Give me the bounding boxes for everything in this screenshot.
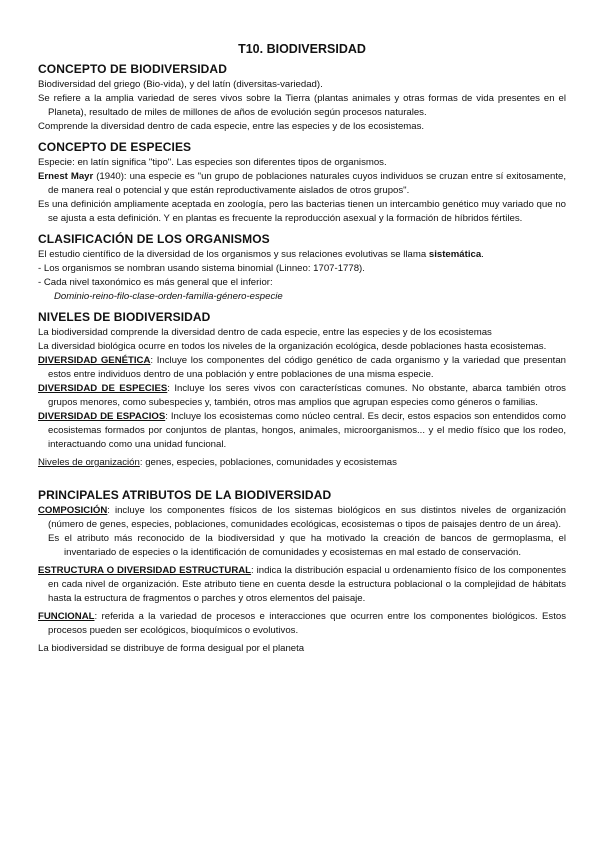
term-label: ESTRUCTURA O DIVERSIDAD ESTRUCTURAL [38, 565, 252, 576]
section-heading: CONCEPTO DE ESPECIES [38, 140, 192, 154]
paragraph: Es el atributo más reconocido de la biodiversidad y que ha motivado la creación de bancos de germoplasma, el inventariado de especies o la identificación de comunidades y ecosistemas en mal estado de conservación. [48, 533, 566, 558]
term-label: FUNCIONAL [38, 611, 95, 622]
paragraph [38, 410, 566, 452]
section-heading: CONCEPTO DE BIODIVERSIDAD [38, 62, 227, 76]
paragraph: Es una definición ampliamente aceptada en zoología, pero las bacterias tienen un intercambio genético muy variado que no se ajusta a esta definición. Y en plantas es frecuente la reproducción asexual y la formación de híbridos fértiles. [38, 199, 566, 224]
term-label: Niveles de organización [38, 457, 140, 468]
section-heading: CLASIFICACIÓN DE LOS ORGANISMOS [38, 232, 270, 246]
section-atributos [38, 488, 566, 656]
paragraph [38, 456, 566, 470]
document-title: T10. BIODIVERSIDAD [238, 42, 366, 56]
paragraph: Se refiere a la amplia variedad de seres vivos sobre la Tierra (plantas animales y otras formas de vida presentes en el Planeta), resultado de miles de millones de años de evolución según procesos naturales. [38, 93, 566, 118]
paragraph: Especie: en latín significa "tipo". Las especies son diferentes tipos de organismos. [38, 157, 387, 168]
paragraph-text: : Incluye los seres vivos con características comunes. No obstante, abarca también otros grupos menores, como subespecies y, también, otros mas amplios que agrupan especies como géneros o familias. [48, 383, 566, 408]
taxonomy-hierarchy: Dominio-reino-filo-clase-orden-familia-género-especie [54, 291, 283, 302]
paragraph: La biodiversidad comprende la diversidad dentro de cada especie, entre las especies y de los ecosistemas [38, 327, 492, 338]
term-label: DIVERSIDAD DE ESPACIOS [38, 411, 166, 422]
paragraph-text: : Incluye los componentes del código genético de cada organismo y la variedad que presentan estos entre individuos dentro de una población y entre poblaciones de una misma especie. [48, 355, 566, 380]
paragraph-text: : Incluye los ecosistemas como núcleo central. Es decir, estos espacios son entendidos como ecosistemas formados por conjuntos de plantas, hongos, animales, microorganismos... y el medio físico que los rodeo, interactuando como una unidad funcional. [48, 411, 566, 450]
section-concepto-biodiversidad [38, 62, 566, 134]
paragraph [38, 610, 566, 638]
section-niveles [38, 310, 566, 470]
paragraph-text: : indica la distribución espacial u ordenamiento físico de los componentes en cada nivel de organización. Este atributo tiene en cuenta desde la estructura poblacional o la complejidad de hábitats hasta la estructura de fragmentos o parches y otros elementos del paisaje. [48, 565, 566, 604]
term-label: COMPOSICIÓN [38, 505, 108, 516]
author-name: Ernest Mayr [38, 171, 94, 182]
keyword: sistemática [428, 249, 482, 260]
list-item: - Los organismos se nombran usando sistema binomial (Linneo: 1707-1778). [38, 263, 365, 274]
paragraph [38, 248, 566, 262]
term-label: DIVERSIDAD GENÉTICA [38, 355, 151, 366]
section-clasificacion [38, 232, 566, 304]
paragraph: Comprende la diversidad dentro de cada especie, entre las especies y de los ecosistemas. [38, 121, 425, 132]
paragraph-text: : incluye los componentes físicos de los sistemas biológicos en sus distintos niveles de organización (número de genes, especies, poblaciones, comunidades ecológicas, ecosistemas o tipos de paisajes dentro de un área). [48, 505, 566, 530]
document-page [38, 38, 566, 662]
paragraph-text: El estudio científico de la diversidad de los organismos y sus relaciones evolutivas se llama [38, 249, 429, 260]
list-item: - Cada nivel taxonómico es más general que el inferior: [38, 277, 273, 288]
paragraph [38, 354, 566, 382]
paragraph [38, 170, 566, 198]
paragraph-text: (1940): una especie es "un grupo de poblaciones naturales cuyos individuos se cruzan entre sí exitosamente, de manera real o potencial y que están reproductivamente aislados de otros grupos". [48, 171, 567, 196]
paragraph [38, 382, 566, 410]
paragraph: La diversidad biológica ocurre en todos los niveles de la organización ecológica, desde poblaciones hasta ecosistemas. [38, 341, 547, 352]
paragraph [38, 504, 566, 532]
section-heading: NIVELES DE BIODIVERSIDAD [38, 310, 211, 324]
paragraph-text: : genes, especies, poblaciones, comunidades y ecosistemas [139, 457, 397, 468]
paragraph-text: : referida a la variedad de procesos e interacciones que ocurren entre los componentes biológicos. Estos procesos pueden ser ecológicos, bioquímicos o evolutivos. [48, 611, 566, 636]
term-label: DIVERSIDAD DE ESPECIES [38, 383, 168, 394]
section-concepto-especies [38, 140, 566, 226]
paragraph-text: . [481, 249, 484, 260]
paragraph: La biodiversidad se distribuye de forma desigual por el planeta [38, 643, 305, 654]
paragraph: Biodiversidad del griego (Bio-vida), y del latín (diversitas-variedad). [38, 79, 323, 90]
section-heading: PRINCIPALES ATRIBUTOS DE LA BIODIVERSIDAD [38, 488, 332, 502]
paragraph [38, 564, 566, 606]
